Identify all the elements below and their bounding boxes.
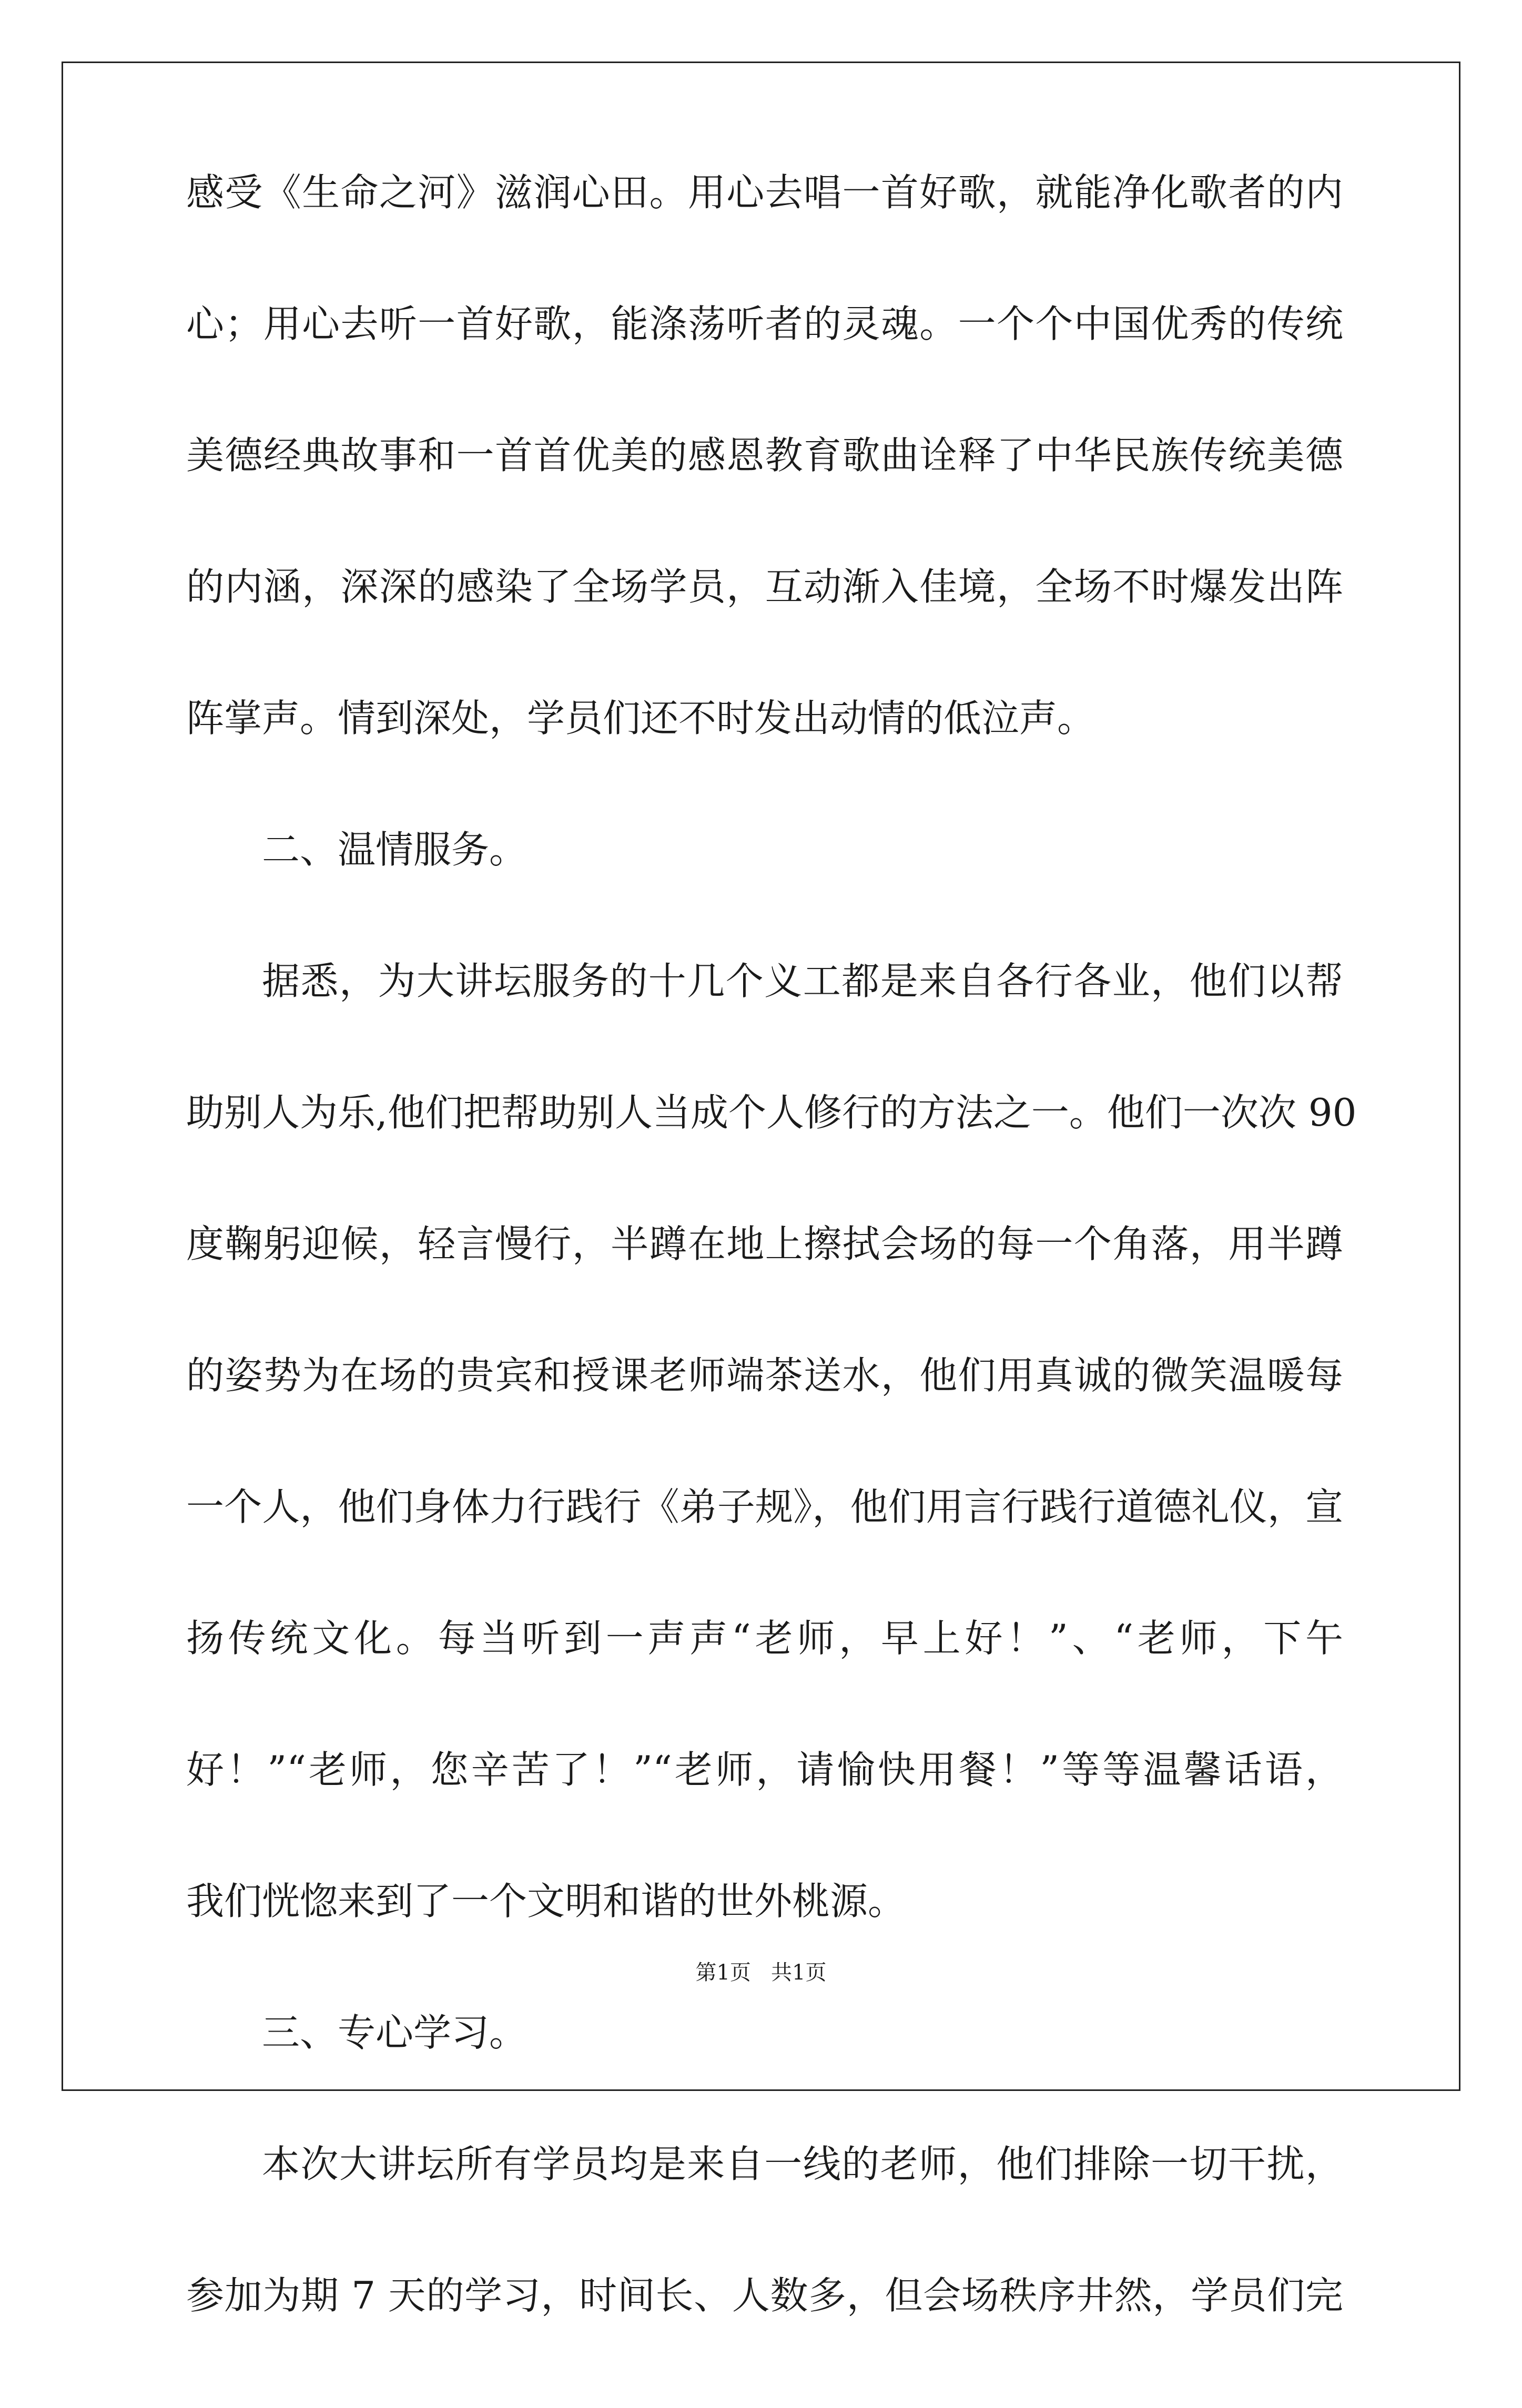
page-footer: 第1页 共1页 xyxy=(695,1961,827,1985)
text-line: 一个人，他们身体力行践行《弟子规》，他们用言行践行道德礼仪，宣 xyxy=(186,1485,1343,1529)
text-line: 参加为期 7 天的学习，时间长、人数多，但会场秩序井然，学员们完 xyxy=(186,2273,1343,2318)
text-line: 据悉，为大讲坛服务的十几个义工都是来自各行各业，他们以帮 xyxy=(262,959,1343,1003)
text-line: 感受《生命之河》滋润心田。用心去唱一首好歌，就能净化歌者的内 xyxy=(186,170,1343,215)
text-line: 的内涵，深深的感染了全场学员，互动渐入佳境，全场不时爆发出阵 xyxy=(186,565,1343,609)
document-body xyxy=(186,170,1357,2408)
text-line: 度鞠躬迎候，轻言慢行，半蹲在地上擦拭会场的每一个角落，用半蹲 xyxy=(186,1222,1343,1266)
section-heading: 三、专心学习。 xyxy=(262,2011,527,2055)
text-line: 好！”“老师，您辛苦了！”“老师，请愉快用餐！”等等温馨话语， xyxy=(186,1748,1343,1792)
section-heading: 二、温情服务。 xyxy=(262,828,527,872)
text-line: 本次大讲坛所有学员均是来自一线的老师，他们排除一切干扰， xyxy=(262,2142,1343,2186)
text-line: 阵掌声。情到深处，学员们还不时发出动情的低泣声。 xyxy=(186,696,1095,740)
text-line: 心；用心去听一首好歌，能涤荡听者的灵魂。一个个中国优秀的传统 xyxy=(186,302,1343,346)
text-line: 扬传统文化。每当听到一声声“老师，早上好！”、“老师，下午 xyxy=(186,1616,1343,1660)
text-line: 美德经典故事和一首首优美的感恩教育歌曲诠释了中华民族传统美德 xyxy=(186,433,1343,477)
text-line: 助别人为乐,他们把帮助别人当成个人修行的方法之一。他们一次次 90 xyxy=(186,1090,1357,1135)
text-line: 的姿势为在场的贵宾和授课老师端茶送水，他们用真诚的微笑温暖每 xyxy=(186,1353,1343,1397)
text-line: 我们恍惚来到了一个文明和谐的世外桃源。 xyxy=(186,1879,906,1923)
